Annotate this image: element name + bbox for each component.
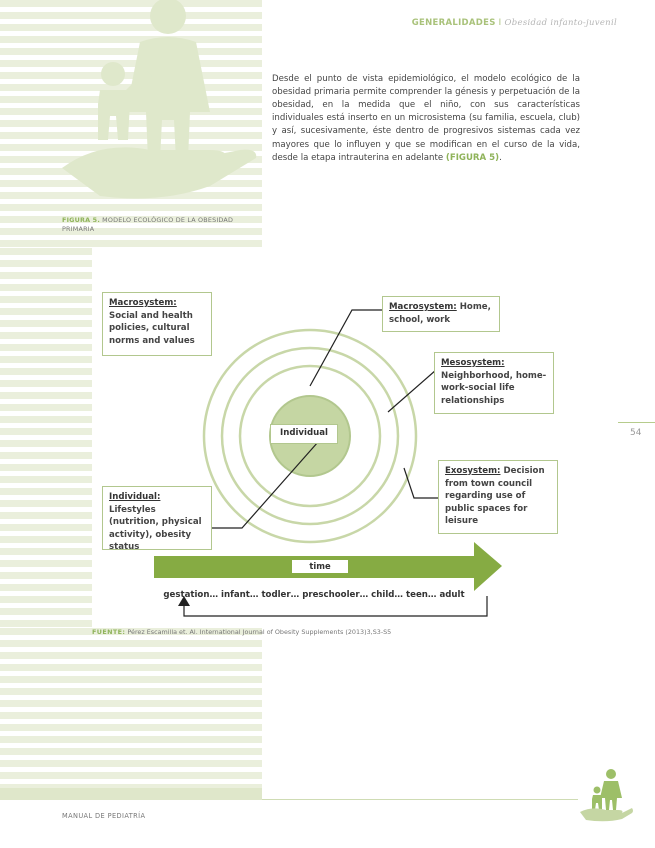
macrosystem-right-value: Home, school, work	[389, 302, 491, 325]
macrosystem-left-box	[102, 292, 212, 356]
figure-source	[92, 628, 532, 636]
macrosystem-right-key: Macrosystem:	[389, 302, 457, 312]
family-hand-logo-icon	[578, 766, 634, 822]
time-label: time	[309, 561, 331, 571]
ecological-model-diagram	[92, 260, 547, 625]
exosystem-value: Decision from town council regarding use of public spaces for leisure	[445, 466, 545, 526]
intro-paragraph	[272, 73, 580, 165]
macrosystem-left-value: Social and health policies, cultural norms and values	[109, 310, 195, 346]
individual-value: Lifestyles (nutrition, physical activity), obesity status	[109, 504, 202, 552]
figure-label: FIGURA 5.	[62, 216, 100, 224]
exosystem-box	[438, 460, 558, 534]
mesosystem-value: Neighborhood, home-work-social life relationships	[441, 370, 547, 406]
footer-title: MANUAL DE PEDIATRÍA	[62, 812, 146, 820]
page-number-rule	[618, 422, 655, 423]
background-stripes-bottom	[0, 628, 262, 800]
header-separator: I	[495, 18, 505, 28]
mesosystem-key: Mesosystem:	[441, 358, 505, 368]
footer-rule	[262, 799, 578, 800]
mesosystem-box	[434, 352, 554, 414]
background-stripes-left	[0, 248, 92, 628]
macrosystem-left-key: Macrosystem:	[109, 298, 177, 308]
intro-text: Desde el punto de vista epidemiológico, el modelo ecológico de la obesidad primaria permite comprender la génesis y perpetuación de la obesidad, en la medida que el niño, con sus características individuales está inserto en un microsistema (su familia, escuela, club) y así, sucesivamente, éste dentro de progresivos sistemas cada vez mayores que lo influyen y que se modifican en el curso de la vida, desde la etapa intrauterina en adelante	[272, 73, 580, 163]
source-label: FUENTE:	[92, 628, 126, 636]
figure-caption-text: MODELO ECOLÓGICO DE LA OBESIDAD PRIMARIA	[62, 216, 234, 233]
header-subtitle: Obesidad infanto-juvenil	[504, 18, 617, 28]
figure-caption	[62, 216, 258, 234]
individual-key: Individual:	[109, 492, 161, 502]
source-text: Pérez Escamilla et. Al. International Journal of Obesity Supplements (2013)3,S3-S5	[125, 628, 392, 636]
running-header	[412, 18, 617, 28]
intro-end: .	[499, 152, 502, 163]
page-number: 54	[630, 428, 642, 438]
footer-strip	[0, 788, 262, 800]
macrosystem-right-box	[382, 296, 500, 332]
exosystem-key: Exosystem:	[445, 466, 501, 476]
individual-box	[102, 486, 212, 550]
figure-reference: (FIGURA 5)	[445, 152, 500, 163]
family-hand-icon	[60, 0, 260, 205]
life-stages: gestation… infant… todler… preschooler… child… teen… adult	[163, 590, 465, 600]
center-label-box	[270, 424, 338, 444]
header-section: GENERALIDADES	[411, 18, 496, 28]
center-label: Individual	[280, 428, 328, 438]
